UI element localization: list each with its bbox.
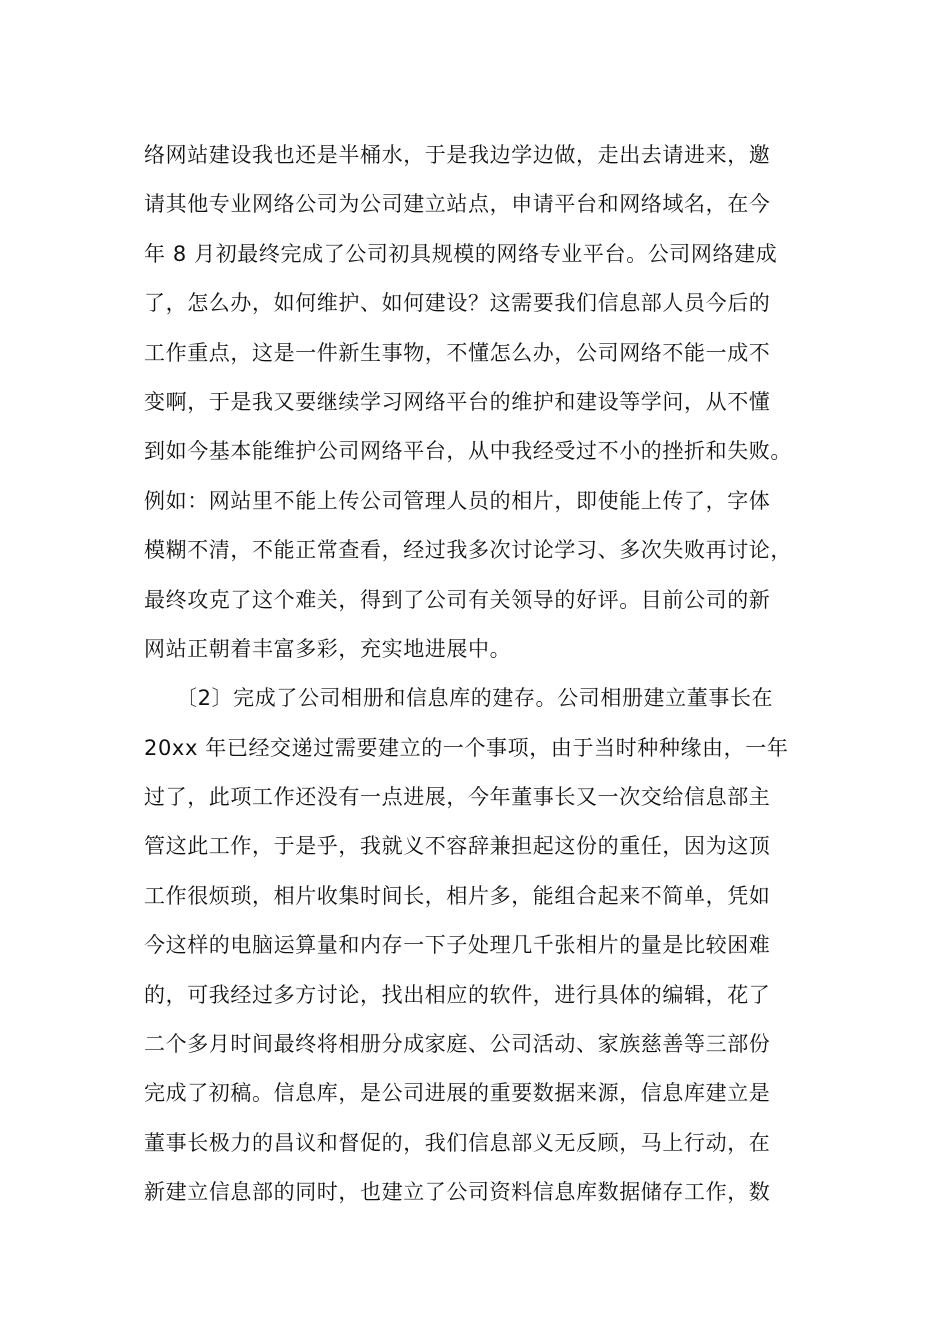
text-line: 请其他专业网络公司为公司建立站点，申请平台和网络域名，在今 (144, 192, 771, 217)
text-line: 工作很烦琐，相片收集时间长，相片多，能组合起来不简单，凭如 (144, 883, 771, 908)
text-line: 二个多月时间最终将相册分成家庭、公司活动、家族慈善等三部份 (144, 1032, 771, 1057)
text-line: 最终攻克了这个难关，得到了公司有关领导的好评。目前公司的新 (144, 587, 771, 612)
text-line: 董事长极力的昌议和督促的，我们信息部义无反顾，马上行动，在 (144, 1130, 771, 1155)
text-line: 过了，此项工作还没有一点进展，今年董事长又一次交给信息部主 (144, 785, 771, 810)
text-line: 网站正朝着丰富多彩，充实地进展中。 (144, 636, 512, 661)
text-line: 年 8 月初最终完成了公司初具规模的网络专业平台。公司网络建成 (144, 241, 778, 266)
text-line: 模糊不清，不能正常查看，经过我多次讨论学习、多次失败再讨论， (144, 538, 792, 563)
text-line: 的，可我经过多方讨论，找出相应的软件，进行具体的编辑，花了 (144, 982, 771, 1007)
document-body (144, 131, 834, 1218)
text-line: 20xx 年已经交递过需要建立的一个事项，由于当时种种缘由，一年 (144, 735, 789, 760)
text-line: 工作重点，这是一件新生事物，不懂怎么办，公司网络不能一成不 (144, 340, 771, 365)
text-line: 变啊，于是我又要继续学习网络平台的维护和建设等学问，从不懂 (144, 389, 771, 414)
text-line: 到如今基本能维护公司网络平台，从中我经受过不小的挫折和失败。 (144, 439, 792, 464)
paragraph-start-line: 〔2〕完成了公司相册和信息库的建存。公司相册建立董事长在 (176, 686, 774, 711)
text-line: 新建立信息部的同时，也建立了公司资料信息库数据储存工作，数 (144, 1180, 771, 1205)
text-line: 了，怎么办，如何维护、如何建设？这需要我们信息部人员今后的 (144, 291, 771, 316)
text-line: 例如：网站里不能上传公司管理人员的相片，即使能上传了，字体 (144, 488, 771, 513)
text-line: 管这此工作，于是乎，我就义不容辞兼担起这份的重任，因为这顶 (144, 834, 771, 859)
text-line: 完成了初稿。信息库，是公司进展的重要数据来源，信息库建立是 (144, 1081, 771, 1106)
text-line: 络网站建设我也还是半桶水，于是我边学边做，走出去请进来，邀 (144, 143, 771, 167)
text-line: 今这样的电脑运算量和内存一下子处理几千张相片的量是比较困难 (144, 933, 771, 958)
